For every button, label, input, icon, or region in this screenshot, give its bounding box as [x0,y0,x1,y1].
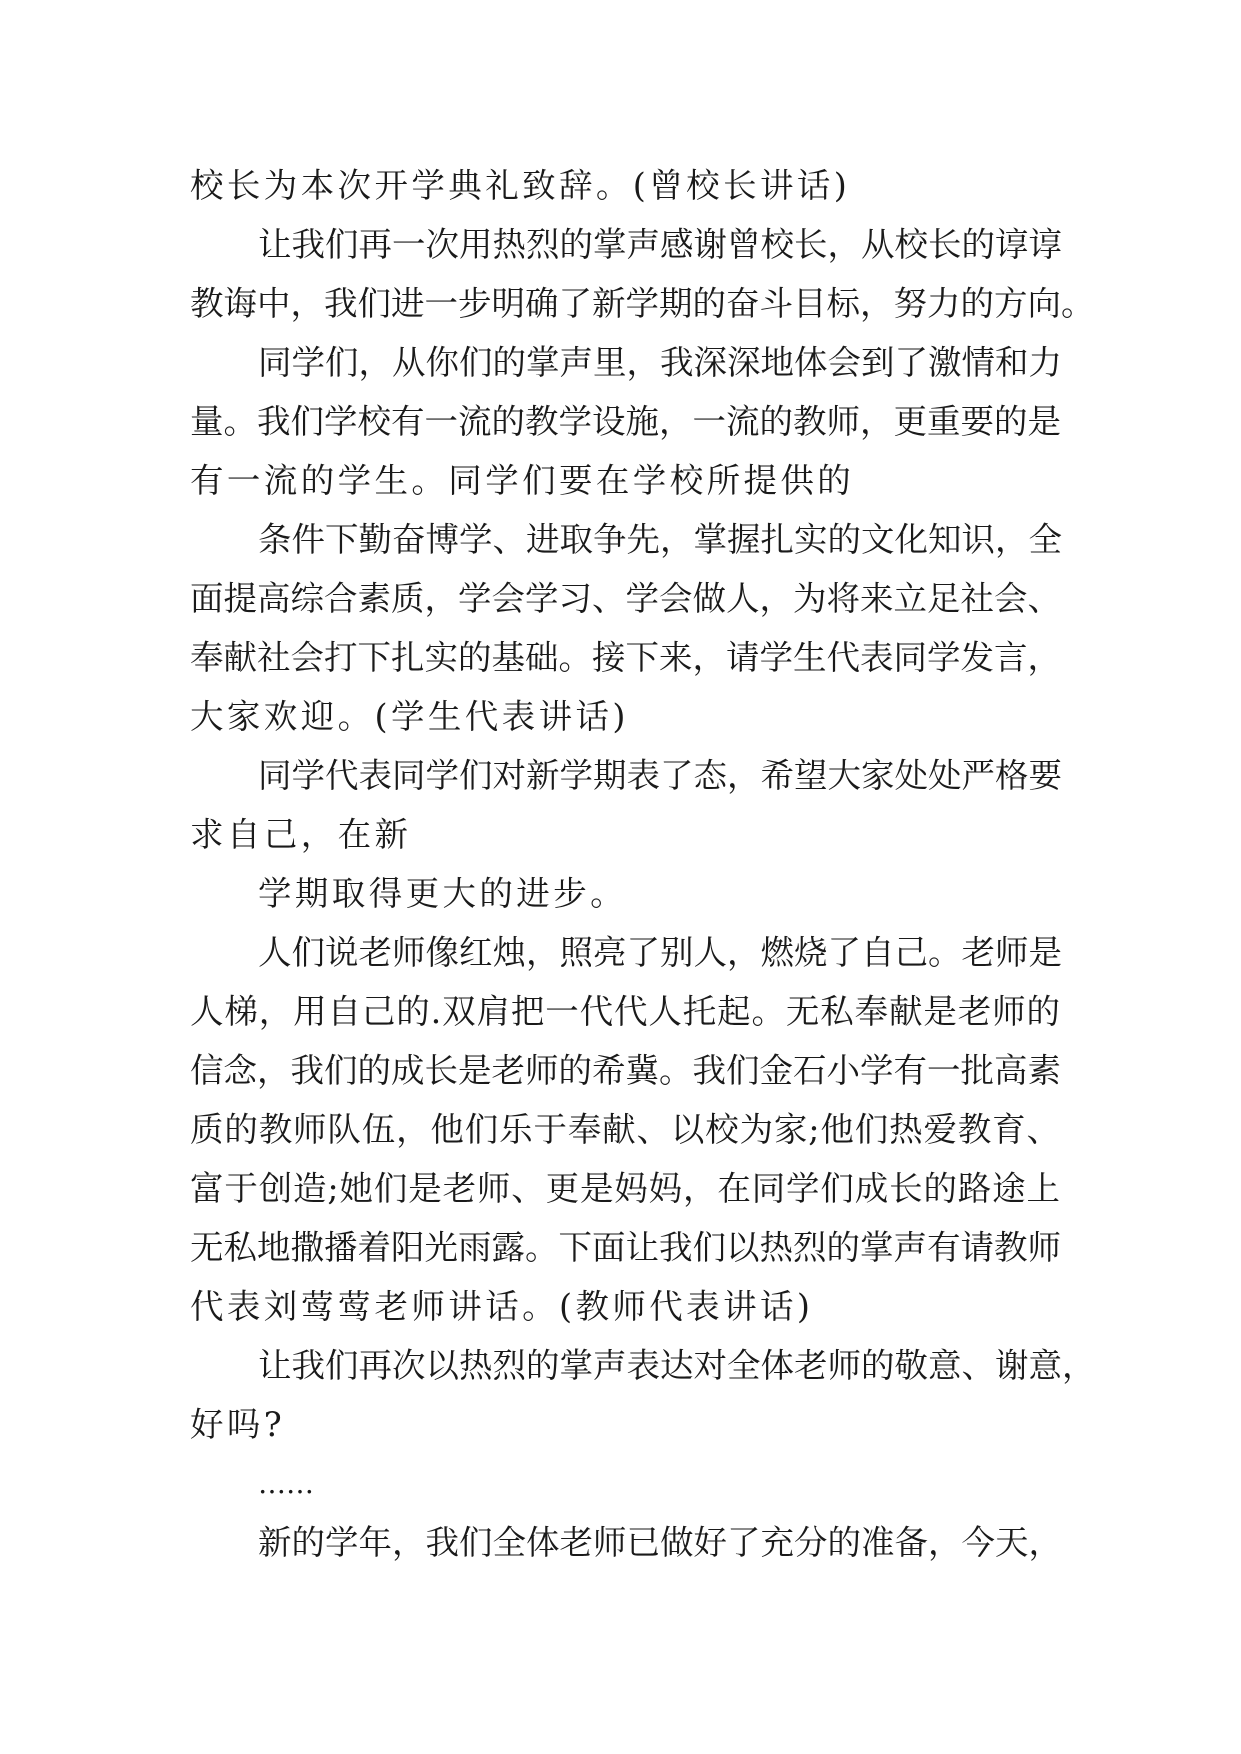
document-body [190,156,1096,1572]
paragraph-first-line: 让我们再一次用热烈的掌声感谢曾校长，从校长的谆谆 [258,225,1062,264]
ellipsis-line: …… [258,1467,314,1500]
text-line: 奉献社会打下扎实的基础。接下来，请学生代表同学发言， [190,638,1061,677]
paragraph-first-line: 同学们，从你们的掌声里，我深深地体会到了激情和力 [258,343,1062,382]
paragraph-first-line: 让我们再次以热烈的掌声表达对全体老师的敬意、谢意， [258,1346,1096,1385]
text-line: 校长为本次开学典礼致辞。(曾校长讲话) [190,166,851,205]
text-line: 好吗? [190,1405,286,1444]
paragraph-first-line: 条件下勤奋博学、进取争先，掌握扎实的文化知识，全 [258,520,1062,559]
text-line: 教诲中，我们进一步明确了新学期的奋斗目标，努力的方向。 [190,284,1095,323]
paragraph-first-line: 同学代表同学们对新学期表了态，希望大家处处严格要 [258,756,1062,795]
text-line: 大家欢迎。(学生代表讲话) [190,697,629,736]
text-line: 代表刘莺莺老师讲话。(教师代表讲话) [190,1287,814,1326]
paragraph-first-line: 人们说老师像红烛，照亮了别人，燃烧了自己。老师是 [258,933,1062,972]
paragraph-first-line: 新的学年，我们全体老师已做好了充分的准备，今天， [258,1523,1062,1562]
text-line: 无私地撒播着阳光雨露。下面让我们以热烈的掌声有请教师 [190,1228,1061,1267]
text-line: 信念，我们的成长是老师的希冀。我们金石小学有一批高素 [190,1051,1061,1090]
text-line: 量。我们学校有一流的教学设施，一流的教师，更重要的是 [190,402,1061,441]
text-line: 富于创造;她们是老师、更是妈妈，在同学们成长的路途上 [190,1169,1060,1208]
text-line: 质的教师队伍，他们乐于奉献、以校为家;他们热爱教育、 [190,1110,1060,1149]
paragraph-first-line: 学期取得更大的进步。 [258,874,627,913]
text-line: 求自己，在新 [190,815,412,854]
text-line: 人梯，用自己的.双肩把一代代人托起。无私奉献是老师的 [190,992,1060,1031]
text-line: 有一流的学生。同学们要在学校所提供的 [190,461,855,500]
text-line: 面提高综合素质，学会学习、学会做人，为将来立足社会、 [190,579,1061,618]
